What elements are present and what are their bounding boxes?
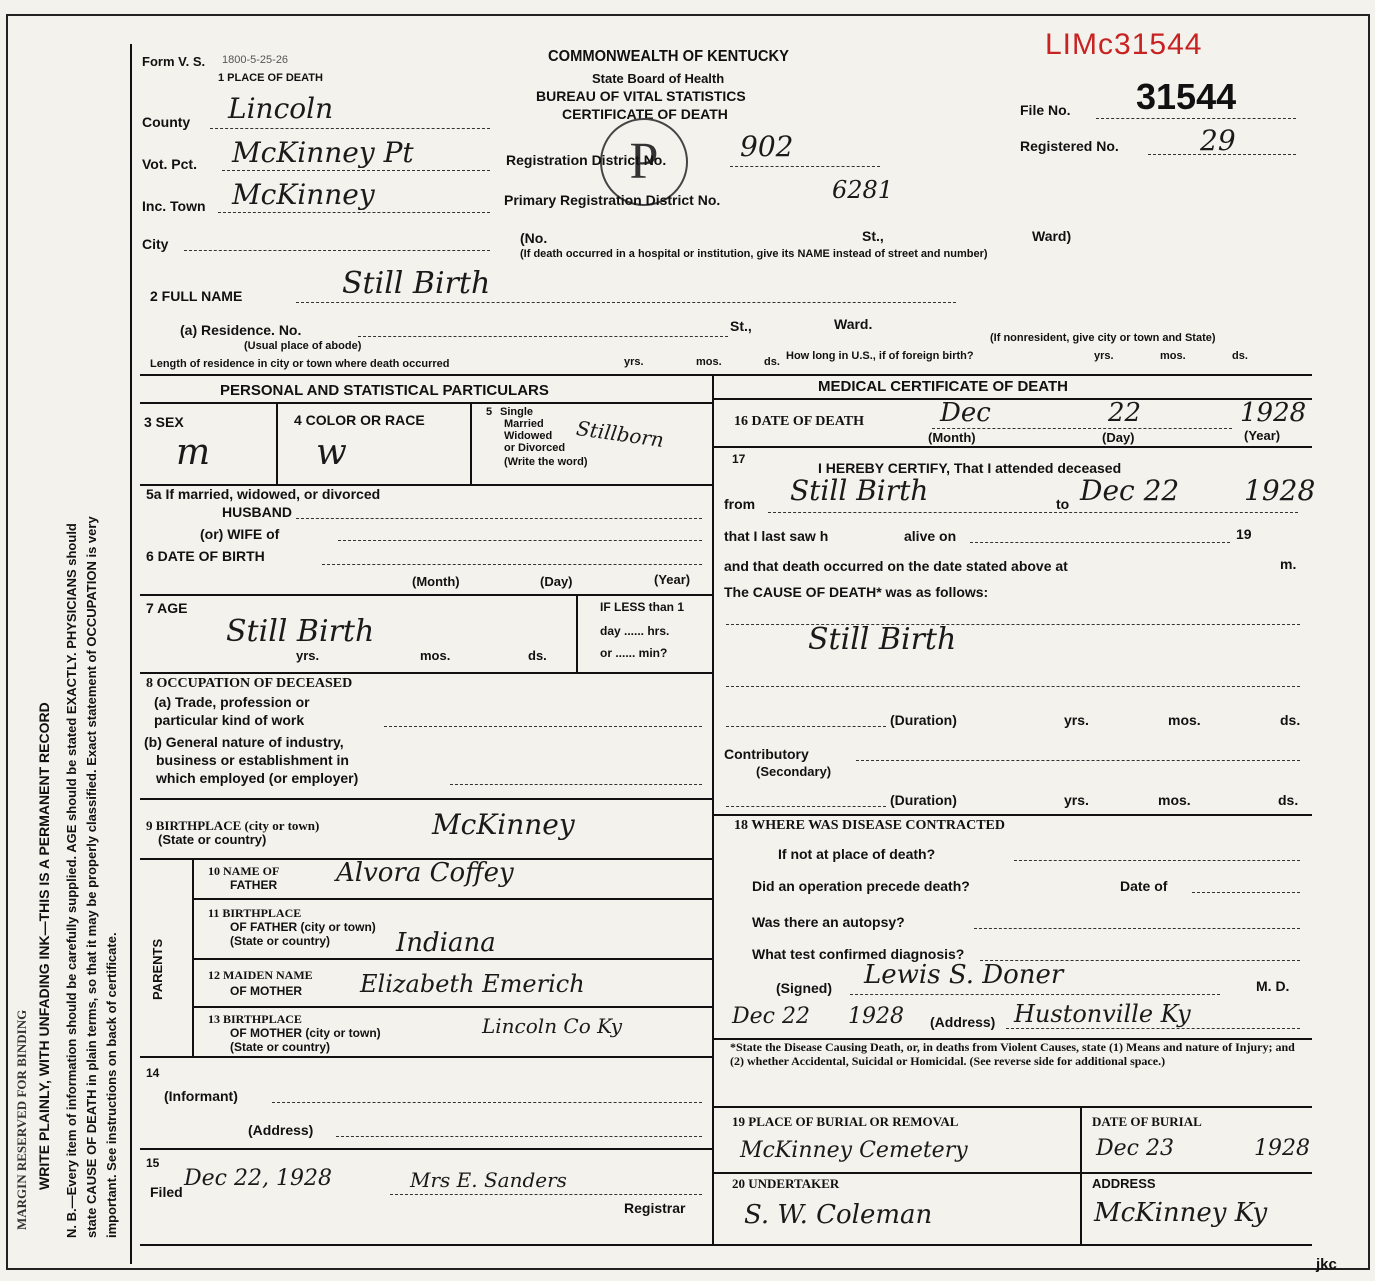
dob-month: (Month) — [412, 574, 460, 589]
mbirth-2: OF MOTHER (city or town) — [230, 1026, 381, 1040]
burial-year: 1928 — [1254, 1136, 1310, 1161]
sex-label: 3 SEX — [144, 414, 184, 430]
where-label: 18 WHERE WAS DISEASE CONTRACTED — [734, 818, 1005, 833]
occ-a2: particular kind of work — [154, 712, 305, 728]
duration-yrs-2: yrs. — [1064, 792, 1089, 808]
residence-ds: ds. — [764, 356, 780, 368]
city-label: City — [142, 236, 169, 252]
burial-date-value: Dec 23 — [1096, 1136, 1174, 1161]
certify-text: I HEREBY CERTIFY, That I attended deceased — [818, 460, 1122, 476]
inc-town-label: Inc. Town — [142, 198, 206, 214]
marital-widowed: Widowed — [504, 430, 553, 442]
husband-label: HUSBAND — [222, 504, 292, 520]
fbirth-2: OF FATHER (city or town) — [230, 920, 376, 934]
binding-margin-line — [130, 44, 132, 1264]
age-label: 7 AGE — [146, 600, 188, 616]
ref-code: LIMc31544 — [1045, 28, 1203, 61]
parents-label: PARENTS — [150, 938, 165, 1000]
sign-year: 1928 — [848, 1004, 904, 1029]
father-label-2: FATHER — [230, 878, 278, 892]
form-label: Form V. S. — [142, 54, 206, 69]
duration-ds-1: ds. — [1280, 712, 1301, 728]
burial-value: McKinney Cemetery — [740, 1138, 968, 1163]
column-divider — [712, 374, 714, 1244]
dod-label: 16 DATE OF DEATH — [734, 414, 865, 429]
signed-value: Lewis S. Doner — [864, 960, 1064, 990]
duration-ds-2: ds. — [1278, 792, 1299, 808]
dod-month: Dec — [940, 398, 991, 428]
duration-yrs-1: yrs. — [1064, 712, 1089, 728]
ud-address-value: McKinney Ky — [1094, 1198, 1268, 1228]
registered-no-value: 29 — [1200, 124, 1236, 157]
full-name-label: 2 FULL NAME — [150, 288, 243, 304]
alive-on: alive on — [904, 528, 957, 544]
birthplace-value: McKinney — [432, 808, 575, 841]
marital-divorced: or Divorced — [504, 442, 566, 454]
city-st-label: St., — [862, 228, 884, 244]
marital-single: Single — [500, 406, 534, 418]
father-label-1: 10 NAME OF — [208, 864, 280, 878]
signed-label: (Signed) — [776, 980, 832, 996]
residence-st: St., — [730, 318, 752, 334]
marital-value: Stillborn — [574, 415, 666, 453]
sign-address-value: Hustonville Ky — [1014, 1000, 1191, 1028]
duration-mos-2: mos. — [1158, 792, 1191, 808]
certificate-title: CERTIFICATE OF DEATH — [562, 106, 728, 122]
md-label: M. D. — [1256, 978, 1290, 994]
file-no-value: 31544 — [1136, 76, 1237, 117]
file-no-label: File No. — [1020, 102, 1071, 118]
informant-label: (Informant) — [164, 1088, 238, 1104]
footnote: *State the Disease Causing Death, or, in deaths from Violent Causes, state (1) Means and nature of Injury; and (2) whether Accidental, Suicidal or Homicidal. (See reverse side for additional space.) — [730, 1040, 1295, 1068]
registrar-label: Registrar — [624, 1200, 686, 1216]
to-value: Dec 22 — [1080, 474, 1180, 507]
to-year: 1928 — [1244, 474, 1316, 507]
board-title: State Board of Health — [592, 71, 725, 86]
num-17: 17 — [732, 452, 746, 466]
occurred-text: and that death occurred on the date stated above at — [724, 558, 1068, 574]
occ-b1: (b) General nature of industry, — [144, 734, 344, 750]
margin-binding: MARGIN RESERVED FOR BINDING — [14, 1009, 29, 1230]
residence-mos-2: mos. — [1160, 350, 1186, 362]
full-name-value: Still Birth — [342, 266, 491, 301]
state-title: COMMONWEALTH OF KENTUCKY — [548, 48, 789, 65]
father-value: Alvora Coffey — [336, 858, 514, 888]
marital-married: Married — [504, 418, 544, 430]
place-of-death-heading: 1 PLACE OF DEATH — [218, 72, 323, 84]
occ-a1: (a) Trade, profession or — [154, 694, 310, 710]
medical-heading: MEDICAL CERTIFICATE OF DEATH — [818, 378, 1068, 395]
mother-label-2: OF MOTHER — [230, 984, 302, 998]
dob-year: (Year) — [654, 572, 691, 587]
fbirth-3: (State or country) — [230, 934, 331, 948]
reg-district-value: 902 — [740, 130, 794, 163]
mbirth-value: Lincoln Co Ky — [482, 1014, 623, 1038]
undertaker-label: 20 UNDERTAKER — [732, 1176, 840, 1191]
color-value: w — [316, 432, 347, 473]
bureau-title: BUREAU OF VITAL STATISTICS — [536, 88, 746, 104]
sex-value: m — [176, 432, 211, 473]
vot-pct-value: McKinney Pt — [232, 136, 414, 169]
margin-instructions-3: important. See instructions on back of certificate. — [104, 932, 119, 1238]
dod-day-caption: (Day) — [1102, 430, 1135, 445]
informant-num: 14 — [146, 1066, 160, 1080]
burial-date-label: DATE OF BURIAL — [1092, 1114, 1202, 1129]
occ-b3: which employed (or employer) — [156, 770, 359, 786]
residence-length: Length of residence in city or town where death occurred — [150, 358, 450, 370]
color-label: 4 COLOR OR RACE — [294, 412, 425, 428]
age-ds: ds. — [528, 648, 547, 663]
margin-instructions-1: N. B.—Every item of information should be carefully supplied. AGE should be stated EXACTLY. PHYSICIANS should — [64, 523, 79, 1238]
or-min: or ...... min? — [600, 646, 668, 660]
city-ward-label: Ward) — [1032, 228, 1072, 244]
date-of-label: Date of — [1120, 878, 1168, 894]
city-no-label: (No. — [520, 230, 548, 246]
wife-label: (or) WIFE of — [200, 526, 280, 542]
ud-address-label: ADDRESS — [1092, 1176, 1156, 1191]
residence-mos: mos. — [696, 356, 722, 368]
filed-value: Dec 22, 1928 — [184, 1166, 332, 1191]
filed-label: Filed — [150, 1184, 183, 1200]
occurred-m: m. — [1280, 556, 1297, 572]
p-stamp-letter: P — [629, 133, 659, 190]
registrar-value: Mrs E. Sanders — [410, 1168, 567, 1192]
age-mos: mos. — [420, 648, 451, 663]
less-than-1: IF LESS than 1 — [600, 600, 685, 614]
primary-district-value: 6281 — [832, 176, 894, 204]
form-code: 1800-5-25-26 — [222, 54, 289, 66]
primary-district-label: Primary Registration District No. — [504, 192, 721, 208]
sign-address-label: (Address) — [930, 1014, 996, 1030]
margin-instructions-2: state CAUSE OF DEATH in plain terms, so that it may be properly classified. Exact statement of OCCUPATION is very — [84, 516, 99, 1238]
age-value: Still Birth — [226, 614, 375, 649]
residence-ward: Ward. — [834, 316, 873, 332]
sign-date: Dec 22 — [732, 1004, 810, 1029]
last-saw-year: 19 — [1236, 526, 1252, 542]
dod-year: 1928 — [1240, 398, 1307, 428]
mother-value: Elizabeth Emerich — [360, 970, 585, 998]
residence-ds-2: ds. — [1232, 350, 1248, 362]
filed-num: 15 — [146, 1156, 160, 1170]
registered-no-label: Registered No. — [1020, 138, 1119, 154]
age-yrs: yrs. — [296, 648, 320, 663]
marital-write: (Write the word) — [504, 456, 588, 468]
birthplace-label: 9 BIRTHPLACE (city or town) — [146, 818, 320, 833]
county-value: Lincoln — [228, 92, 334, 125]
from-label: from — [724, 496, 756, 512]
fbirth-value: Indiana — [396, 928, 496, 958]
operation-label: Did an operation precede death? — [752, 878, 970, 894]
secondary-label: (Secondary) — [756, 764, 832, 779]
to-label: to — [1056, 496, 1070, 512]
dod-month-caption: (Month) — [928, 430, 976, 445]
test-label: What test confirmed diagnosis? — [752, 946, 965, 962]
residence-nonresident: (If nonresident, give city or town and State) — [990, 332, 1216, 344]
personal-heading: PERSONAL AND STATISTICAL PARTICULARS — [220, 382, 549, 399]
residence-label: (a) Residence. No. — [180, 322, 302, 338]
city-note: (If death occurred in a hospital or institution, give its NAME instead of street and number) — [520, 248, 988, 260]
day-hrs: day ...... hrs. — [600, 624, 670, 638]
vot-pct-label: Vot. Pct. — [142, 156, 197, 172]
dob-label: 6 DATE OF BIRTH — [146, 548, 265, 564]
residence-usual: (Usual place of abode) — [244, 340, 362, 352]
duration-label-1: (Duration) — [890, 712, 957, 728]
duration-label-2: (Duration) — [890, 792, 957, 808]
burial-label: 19 PLACE OF BURIAL OR REMOVAL — [732, 1114, 959, 1129]
duration-mos-1: mos. — [1168, 712, 1201, 728]
dod-day: 22 — [1108, 398, 1142, 428]
residence-yrs-2: yrs. — [1094, 350, 1114, 362]
contributory-label: Contributory — [724, 746, 809, 762]
margin-write-plainly: WRITE PLAINLY, WITH UNFADING INK—THIS IS A PERMANENT RECORD — [36, 702, 52, 1190]
mbirth-3: (State or country) — [230, 1040, 331, 1054]
informant-address-label: (Address) — [248, 1122, 314, 1138]
cause-value: Still Birth — [808, 622, 957, 657]
occ-b2: business or establishment in — [156, 752, 349, 768]
reg-district-label: Registration District No. — [506, 152, 667, 168]
not-place-label: If not at place of death? — [778, 846, 936, 862]
spouse-label: 5a If married, widowed, or divorced — [146, 486, 381, 502]
watermark: jkc — [1316, 1256, 1337, 1273]
inc-town-value: McKinney — [232, 178, 375, 211]
occupation-label: 8 OCCUPATION OF DECEASED — [146, 676, 353, 691]
dob-day: (Day) — [540, 574, 573, 589]
mother-label-1: 12 MAIDEN NAME — [208, 968, 313, 982]
undertaker-value: S. W. Coleman — [744, 1200, 933, 1230]
fbirth-1: 11 BIRTHPLACE — [208, 906, 302, 920]
from-value: Still Birth — [790, 474, 929, 507]
marital-num: 5 — [486, 406, 493, 418]
residence-how-long: How long in U.S., if of foreign birth? — [786, 350, 974, 362]
mbirth-1: 13 BIRTHPLACE — [208, 1012, 302, 1026]
dod-year-caption: (Year) — [1244, 428, 1281, 443]
residence-yrs: yrs. — [624, 356, 644, 368]
birthplace-state: (State or country) — [158, 832, 267, 847]
last-saw: that I last saw h — [724, 528, 829, 544]
county-label: County — [142, 114, 191, 130]
cause-label: The CAUSE OF DEATH* was as follows: — [724, 584, 989, 600]
autopsy-label: Was there an autopsy? — [752, 914, 905, 930]
